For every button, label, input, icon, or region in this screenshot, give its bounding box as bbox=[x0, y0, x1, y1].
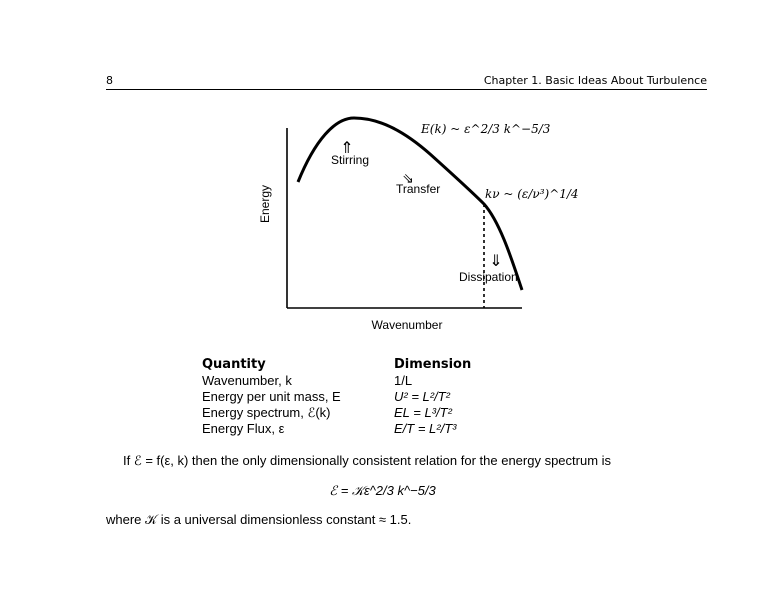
paragraph-2: where 𝒦 is a universal dimensionless constant ≈ 1.5. bbox=[106, 512, 412, 527]
transfer-label: Transfer bbox=[396, 182, 441, 196]
table-row-dimension: U² = L²/T² bbox=[394, 389, 450, 404]
quantity-header: Quantity bbox=[202, 357, 266, 372]
paragraph-1: If ℰ = f(ε, k) then the only dimensionally consistent relation for the energy spectrum is bbox=[123, 453, 612, 468]
dimension-column bbox=[394, 357, 471, 437]
table-row-quantity: Wavenumber, k bbox=[202, 373, 292, 388]
table-row-dimension: 1/L bbox=[394, 373, 413, 388]
dimension-header: Dimension bbox=[394, 357, 472, 372]
table-row-quantity: Energy spectrum, ℰ(k) bbox=[202, 405, 331, 420]
quantity-column bbox=[202, 357, 341, 437]
page-number: 8 bbox=[106, 74, 113, 87]
dissipation-label: Dissipation bbox=[459, 270, 518, 284]
table-row-dimension: EL = L³/T² bbox=[394, 405, 452, 420]
stirring-label: Stirring bbox=[331, 153, 370, 167]
y-axis-label: Energy bbox=[258, 184, 272, 224]
table-row-dimension: E/T = L²/T³ bbox=[394, 421, 457, 436]
x-axis-label: Wavenumber bbox=[371, 318, 443, 332]
table-row-quantity: Energy Flux, ε bbox=[202, 421, 285, 436]
kolmogorov-formula: kν ~ (ε/ν³)^1/4 bbox=[485, 187, 579, 201]
kolmogorov-equation: ℰ = 𝒦ε^2/3 k^−5/3 bbox=[329, 483, 436, 498]
stirring-arrow-icon: ⇑ bbox=[340, 140, 354, 157]
dissipation-arrow-icon: ⇓ bbox=[489, 253, 503, 270]
chapter-title: Chapter 1. Basic Ideas About Turbulence bbox=[483, 74, 707, 87]
spectrum-formula: E(k) ~ ε^2/3 k^−5/3 bbox=[421, 122, 551, 136]
table-row-quantity: Energy per unit mass, E bbox=[202, 389, 341, 404]
transfer-arrow-icon: ⇘ bbox=[402, 170, 414, 186]
